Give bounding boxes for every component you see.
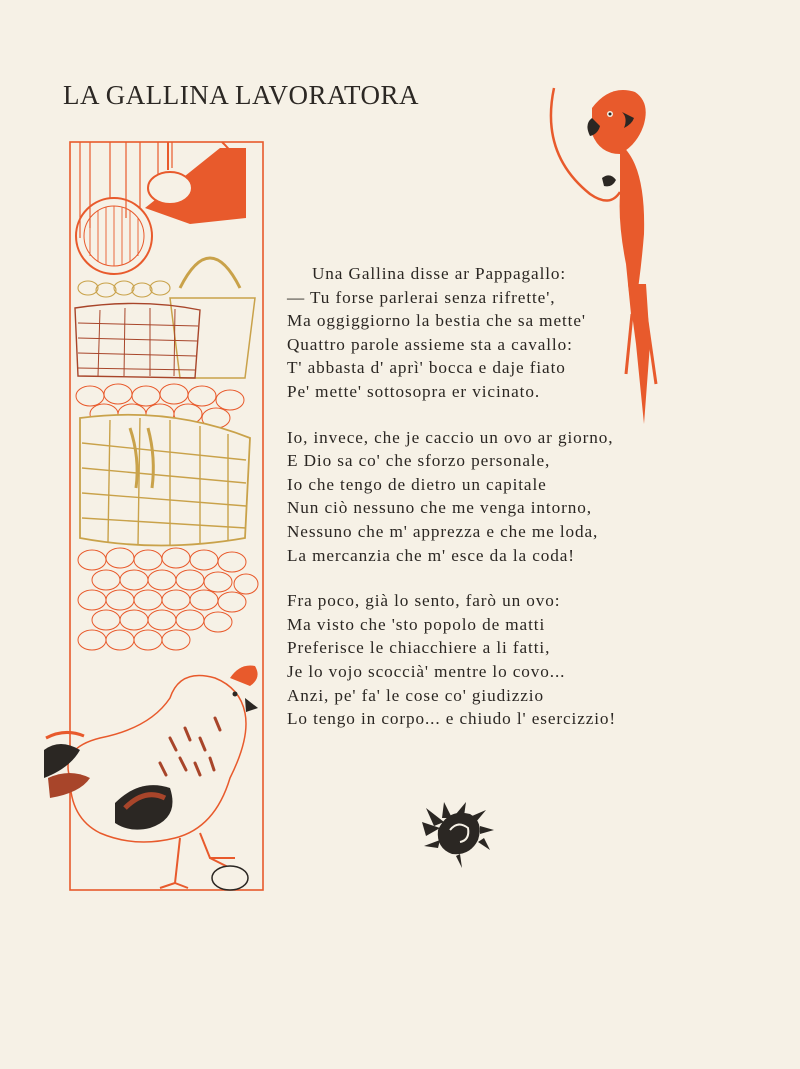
poem-line: La mercanzia che m' esce da la coda! <box>287 545 575 565</box>
poem-line: Ma visto che 'sto popolo de matti <box>287 614 546 634</box>
poem-line: Io, invece, che je caccio un ovo ar giorno, <box>287 427 614 447</box>
page-title: LA GALLINA LAVORATORA <box>63 80 420 110</box>
poem-line: Nun ciò nessuno che me venga intorno, <box>287 498 592 518</box>
hen-basket-illustration <box>40 138 270 898</box>
poem-line: Una Gallina disse ar Pappagallo: <box>312 264 567 283</box>
poem-line: Quattro parole assieme sta a cavallo: <box>287 334 573 354</box>
poem <box>287 262 687 753</box>
shell-ornament <box>418 800 498 870</box>
poem-line: Io che tengo de dietro un capitale <box>287 474 547 494</box>
poem-line: Fra poco, già lo sento, farò un ovo: <box>287 591 561 611</box>
poem-line: Preferisce le chiacchiere a li fatti, <box>287 638 551 658</box>
poem-line: Nessuno che m' apprezza e che me loda, <box>287 521 599 541</box>
poem-line: Ma oggiggiorno la bestia che sa mette' <box>287 311 586 331</box>
poem-stanza <box>287 262 687 404</box>
poem-line: Je lo vojo scoccià' mentre lo covo... <box>287 661 566 681</box>
poem-line: Anzi, pe' fa' le cose co' giudizzio <box>287 685 544 705</box>
poem-line: Lo tengo in corpo... e chiudo l' esercizzio! <box>287 709 617 729</box>
poem-line: E Dio sa co' che sforzo personale, <box>287 451 551 471</box>
poem-line: T' abbasta d' aprì' bocca e daje fiato <box>287 358 566 378</box>
poem-line: Pe' mette' sottosopra er vicinato. <box>287 381 541 401</box>
poem-stanza <box>287 589 687 731</box>
poem-stanza <box>287 426 687 568</box>
poem-line: — Tu forse parlerai senza rifrette', <box>287 287 556 307</box>
